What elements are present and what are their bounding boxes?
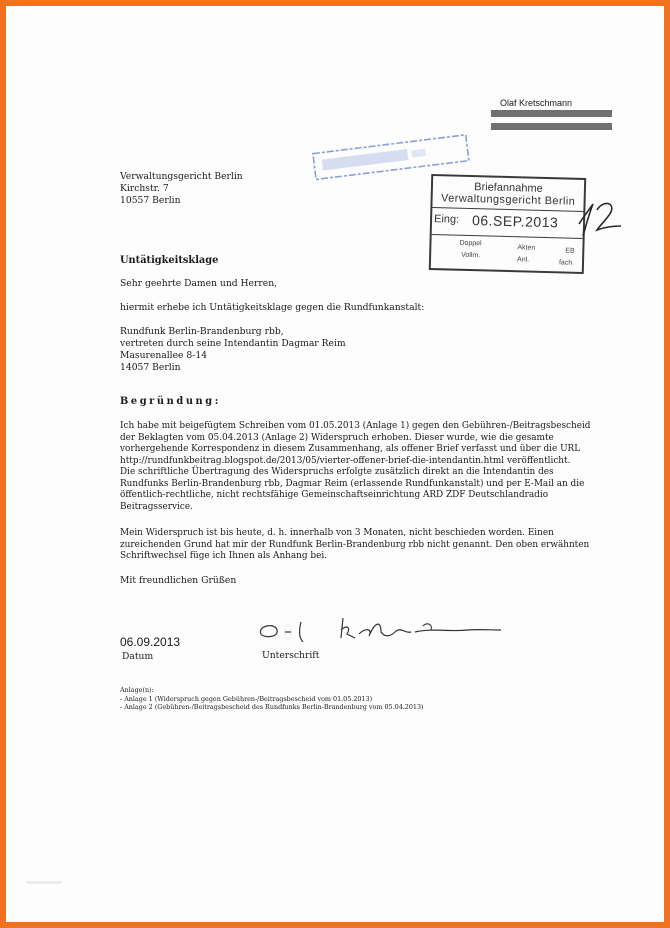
paragraph-line: Beitragsservice. [120, 501, 193, 512]
attachments-list [120, 686, 424, 712]
paragraph-line: Ich habe mit beigefügtem Schreiben vom 01.05.2013 (Anlage 1) gegen den Gebühren-/Beitragsbescheid [120, 421, 591, 431]
stamp-cell-doppel: Doppel [459, 239, 482, 248]
handwritten-signature-icon [255, 612, 505, 652]
recipient-court-address [120, 171, 243, 207]
stamp-court: Verwaltungsgericht Berlin [440, 192, 576, 208]
paragraph-line: Die schriftliche Übertragung des Widerspruchs erfolgte zusätzlich direkt an die Intendantin des [120, 467, 554, 477]
stamp-received-date: 06.SEP.2013 [471, 212, 559, 231]
redacted-sender-street [491, 110, 612, 117]
faint-watermark-icon [26, 878, 62, 888]
address-line: Kirchstr. 7 [120, 183, 169, 194]
paragraph-line: der Beklagten vom 05.04.2013 (Anlage 2) Widerspruch erhoben. Dieser wurde, wie die gesamte [120, 432, 554, 443]
paragraph-line: Mein Widerspruch ist bis heute, d. h. innerhalb von 3 Monaten, nicht beschieden worden. Einen [120, 528, 554, 538]
defendant-line: vertreten durch seine Intendantin Dagmar Reim [120, 338, 346, 349]
paragraph-line: vorhergehende Korrespondenz in diesem Zusammenhang, als offener Brief verfasst und über die URL [120, 444, 581, 454]
stamp-divider [432, 234, 583, 239]
reason-paragraph-1 [120, 421, 590, 513]
sender-name: Olaf Kretschmann [500, 98, 573, 108]
stamp-cell-eb: EB [565, 247, 575, 255]
handwritten-mark-icon [575, 196, 623, 240]
letter-subject: Untätigkeitsklage [120, 255, 219, 266]
paragraph-line: Rundfunks Berlin-Brandenburg rbb, Dagmar Reim (erlassende Rundfunkanstalt) und per E-Mail an die [120, 478, 585, 489]
redacted-sender-city [491, 123, 612, 130]
letter-intro: hiermit erhebe ich Untätigkeitsklage gegen die Rundfunkanstalt: [120, 302, 425, 313]
stamp-cell-vollm: Vollm. [461, 251, 481, 260]
letter-greeting: Sehr geehrte Damen und Herren, [120, 278, 278, 289]
letter-closing: Mit freundlichen Grüßen [120, 575, 237, 586]
attachment-line: Anlage(n): [120, 686, 154, 694]
paragraph-line: http://rundfunkbeitrag.blogspot.de/2013/05/vierter-offener-brief-die-intendantin.html veröffentlicht. [120, 455, 571, 466]
stamp-cell-fach: fach [558, 259, 573, 267]
attachment-line: - Anlage 2 (Gebühren-/Beitragsbescheid des Rundfunks Berlin-Brandenburg vom 05.04.2013) [120, 703, 424, 712]
paragraph-line: zureichenden Grund hat mir der Rundfunk Berlin-Brandenburg rbb nicht genannt. Den oben erwähnten [120, 539, 590, 550]
stamp-cell-anl: Anl. [516, 256, 530, 264]
address-line: Verwaltungsgericht Berlin [120, 171, 243, 182]
defendant-address [120, 326, 346, 374]
defendant-line: Masurenallee 8-14 [120, 350, 208, 361]
attachment-line: - Anlage 1 (Widerspruch gegen Gebühren-/Beitragsbescheid vom 01.05.2013) [120, 694, 373, 703]
stamp-cell-akten: Akten [517, 244, 536, 252]
reason-heading: Begründung: [120, 396, 221, 407]
paragraph-line: Schriftwechsel füge ich Ihnen als Anhang bei. [120, 551, 327, 561]
reason-paragraph-2 [120, 528, 589, 563]
paragraph-line: öffentlich-rechtliche, nicht rechtsfähige Gemeinschaftseinrichtung ARD ZDF Deutschlandradio [120, 490, 549, 500]
signature-label: Unterschrift [262, 650, 320, 661]
address-line: 10557 Berlin [120, 195, 181, 206]
received-stamp [429, 174, 586, 274]
defendant-line: 14057 Berlin [120, 362, 181, 373]
letter-date: 06.09.2013 [120, 635, 181, 649]
stamp-title: Briefannahme [474, 181, 543, 195]
stamp-divider [432, 207, 583, 212]
stamp-eing-label: Eing: [433, 213, 460, 226]
defendant-line: Rundfunk Berlin-Brandenburg rbb, [120, 326, 284, 337]
date-label: Datum [122, 651, 154, 662]
